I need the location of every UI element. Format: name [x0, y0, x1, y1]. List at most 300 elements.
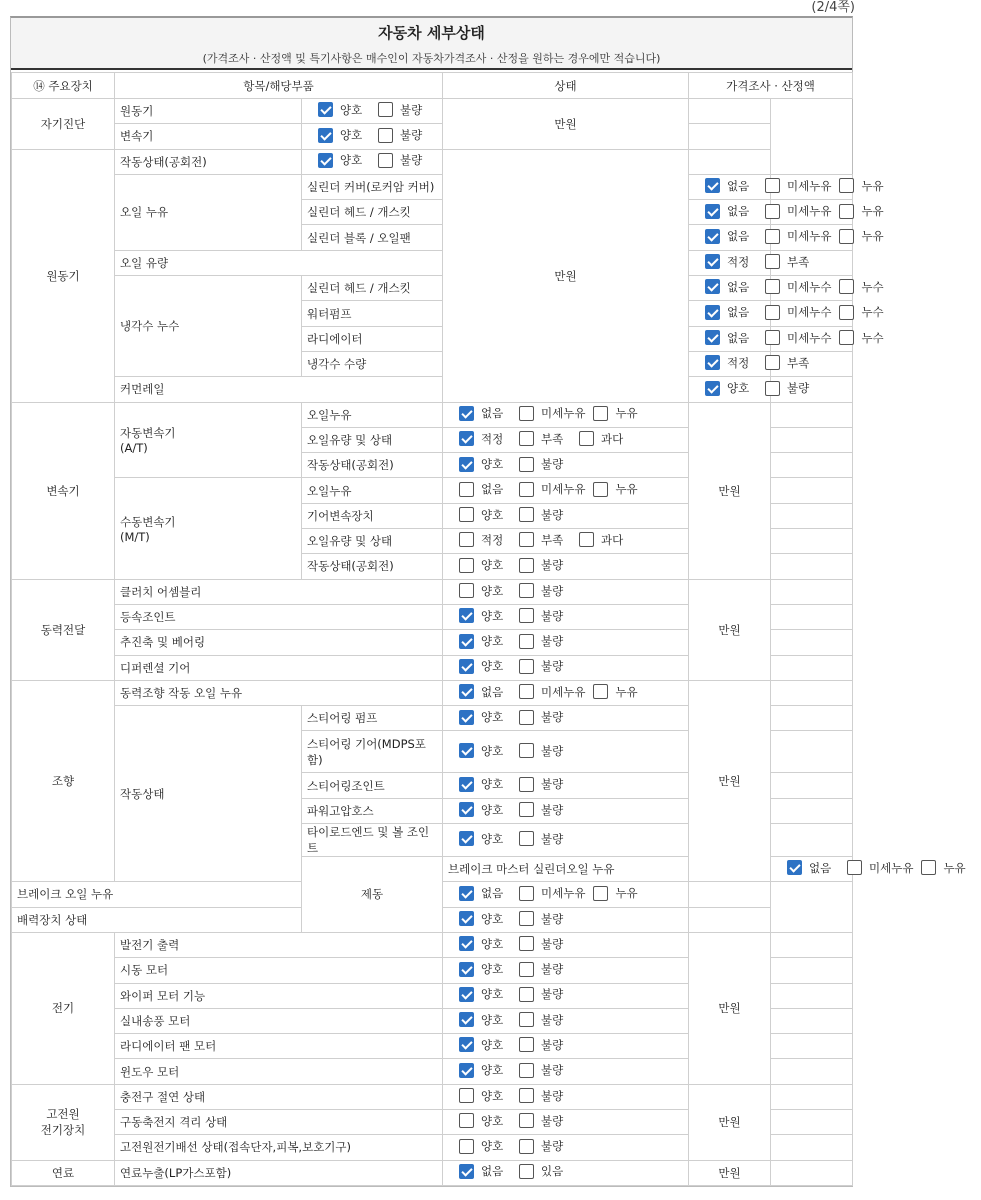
status-options [443, 427, 689, 452]
status-options [443, 579, 689, 604]
price-input-cell[interactable] [771, 604, 853, 629]
price-input-cell[interactable] [771, 402, 853, 427]
status-option[interactable] [765, 355, 817, 371]
status-options [443, 453, 689, 478]
status-option[interactable] [519, 831, 571, 847]
checkbox[interactable] [459, 987, 474, 1002]
status-option[interactable] [459, 633, 511, 649]
status-option[interactable] [705, 228, 757, 244]
checkbox[interactable] [765, 305, 780, 320]
status-option[interactable] [579, 532, 631, 548]
status-option[interactable] [519, 608, 571, 624]
checkbox[interactable] [765, 355, 780, 370]
option-label: 양호 [481, 962, 504, 977]
status-options [443, 882, 689, 907]
status-option[interactable] [519, 1163, 571, 1179]
status-option[interactable] [459, 709, 511, 725]
price-input-cell[interactable] [771, 579, 853, 604]
checkbox[interactable] [519, 558, 534, 573]
option-label: 양호 [481, 911, 504, 926]
price-input-cell[interactable] [771, 1084, 853, 1109]
status-option[interactable] [921, 860, 973, 876]
price-input-cell[interactable] [771, 731, 853, 773]
option-label: 미세누수 [787, 279, 832, 294]
price-input-cell[interactable] [771, 630, 853, 655]
checkbox[interactable] [519, 886, 534, 901]
status-option[interactable] [593, 405, 645, 421]
checkbox[interactable] [519, 962, 534, 977]
status-option[interactable] [519, 911, 571, 927]
checkbox[interactable] [705, 178, 720, 193]
price-input-cell[interactable] [771, 773, 853, 798]
option-label: 양호 [481, 659, 504, 674]
item-label: 실린더 블록 / 오일팬 [302, 225, 443, 250]
status-option[interactable] [519, 532, 571, 548]
status-option[interactable] [459, 1088, 511, 1104]
status-option[interactable] [519, 431, 571, 447]
status-option[interactable] [705, 203, 757, 219]
price-input-cell[interactable] [771, 932, 853, 957]
status-option[interactable] [459, 911, 511, 927]
status-option[interactable] [459, 831, 511, 847]
status-option[interactable] [839, 330, 891, 346]
status-option[interactable] [765, 279, 831, 295]
checkbox[interactable] [705, 305, 720, 320]
status-option[interactable] [459, 743, 511, 759]
option-label: 양호 [481, 743, 504, 758]
option-label: 불량 [541, 987, 564, 1002]
option-label: 양호 [481, 1113, 504, 1128]
status-options [443, 958, 689, 983]
checkbox[interactable] [519, 431, 534, 446]
checkbox[interactable] [593, 886, 608, 901]
group-label [115, 402, 302, 478]
option-label: 양호 [481, 777, 504, 792]
checkbox[interactable] [459, 802, 474, 817]
option-label: 불량 [541, 1063, 564, 1078]
cell-text-line: 연료 [51, 1165, 75, 1180]
status-option[interactable] [847, 860, 913, 876]
status-options [689, 377, 810, 402]
item-label: 시동 모터 [115, 958, 443, 983]
checkbox[interactable] [459, 1139, 474, 1154]
price-input-cell[interactable] [771, 1059, 853, 1084]
checkbox[interactable] [459, 507, 474, 522]
status-option[interactable] [459, 481, 511, 497]
checkbox[interactable] [839, 229, 854, 244]
option-label: 없음 [481, 482, 504, 497]
price-input-cell[interactable] [771, 1034, 853, 1059]
status-option[interactable] [519, 1088, 571, 1104]
item-label: 스티어링 기어(MDPS포함) [302, 731, 443, 773]
cell-text-line: 수동변속기 [120, 514, 176, 529]
status-option[interactable] [787, 860, 839, 876]
price-input-cell[interactable] [689, 907, 771, 932]
checkbox[interactable] [519, 608, 534, 623]
item-label: 커먼레일 [115, 377, 443, 402]
status-option[interactable] [519, 684, 585, 700]
checkbox[interactable] [519, 710, 534, 725]
option-label: 불량 [541, 1139, 564, 1154]
status-option[interactable] [705, 254, 757, 270]
status-option[interactable] [459, 936, 511, 952]
option-label: 미세누유 [541, 482, 586, 497]
status-option[interactable] [765, 178, 831, 194]
status-option[interactable] [459, 431, 511, 447]
checkbox[interactable] [765, 330, 780, 345]
status-option[interactable] [459, 776, 511, 792]
status-option[interactable] [378, 127, 430, 143]
item-label: 작동상태(공회전) [115, 149, 302, 174]
status-option[interactable] [459, 802, 511, 818]
status-option[interactable] [459, 583, 511, 599]
checkbox[interactable] [519, 532, 534, 547]
checkbox[interactable] [519, 802, 534, 817]
status-options [443, 798, 689, 823]
page-number: (2/4쪽) [811, 0, 855, 15]
status-options [771, 857, 966, 882]
option-label: 누유 [861, 178, 884, 193]
checkbox[interactable] [378, 102, 393, 117]
price-input-cell[interactable] [771, 1135, 853, 1160]
status-options [443, 983, 689, 1008]
checkbox[interactable] [459, 1063, 474, 1078]
status-option[interactable] [519, 802, 571, 818]
checkbox[interactable] [459, 831, 474, 846]
option-label: 불량 [541, 507, 564, 522]
status-option[interactable] [519, 633, 571, 649]
checkbox[interactable] [705, 279, 720, 294]
checkbox[interactable] [765, 254, 780, 269]
price-input-cell[interactable] [771, 655, 853, 680]
status-option[interactable] [459, 557, 511, 573]
checkbox[interactable] [787, 860, 802, 875]
status-option[interactable] [519, 885, 585, 901]
item-label: 브레이크 오일 누유 [12, 882, 302, 907]
checkbox[interactable] [519, 936, 534, 951]
category-cell [12, 932, 115, 1084]
checkbox[interactable] [839, 204, 854, 219]
item-label: 오일누유 [302, 478, 443, 503]
checkbox[interactable] [519, 1164, 534, 1179]
table-row [12, 124, 853, 149]
checkbox[interactable] [579, 532, 594, 547]
checkbox[interactable] [378, 128, 393, 143]
status-option[interactable] [765, 304, 831, 320]
checkbox[interactable] [519, 1113, 534, 1128]
status-option[interactable] [459, 608, 511, 624]
status-option[interactable] [705, 304, 757, 320]
status-options [443, 680, 689, 705]
status-option[interactable] [519, 456, 571, 472]
checkbox[interactable] [579, 431, 594, 446]
group-label [115, 174, 302, 250]
checkbox[interactable] [459, 684, 474, 699]
checkbox[interactable] [459, 482, 474, 497]
status-option[interactable] [705, 178, 757, 194]
status-option[interactable] [519, 961, 571, 977]
status-option[interactable] [459, 456, 511, 472]
checkbox[interactable] [519, 1063, 534, 1078]
status-option[interactable] [459, 1163, 511, 1179]
option-label: 불량 [541, 743, 564, 758]
option-label: 누수 [861, 305, 884, 320]
option-label: 불량 [541, 710, 564, 725]
price-input-cell[interactable] [771, 503, 853, 528]
checkbox[interactable] [519, 482, 534, 497]
checkbox[interactable] [459, 431, 474, 446]
status-option[interactable] [459, 1037, 511, 1053]
checkbox[interactable] [459, 1088, 474, 1103]
status-option[interactable] [459, 507, 511, 523]
checkbox[interactable] [459, 936, 474, 951]
status-option[interactable] [519, 1062, 571, 1078]
price-input-cell[interactable] [771, 1109, 853, 1134]
price-input-cell[interactable] [771, 706, 853, 731]
checkbox[interactable] [378, 153, 393, 168]
status-option[interactable] [519, 936, 571, 952]
checkbox[interactable] [459, 1037, 474, 1052]
status-options [443, 773, 689, 798]
status-option[interactable] [705, 380, 757, 396]
checkbox[interactable] [765, 204, 780, 219]
checkbox[interactable] [318, 102, 333, 117]
option-label: 없음 [481, 886, 504, 901]
checkbox[interactable] [459, 743, 474, 758]
checkbox[interactable] [519, 406, 534, 421]
item-label: 스티어링 펌프 [302, 706, 443, 731]
checkbox[interactable] [765, 381, 780, 396]
checkbox[interactable] [519, 1012, 534, 1027]
status-option[interactable] [519, 709, 571, 725]
checkbox[interactable] [519, 743, 534, 758]
status-options [302, 99, 443, 124]
checkbox[interactable] [765, 279, 780, 294]
status-option[interactable] [378, 152, 430, 168]
checkbox[interactable] [459, 911, 474, 926]
option-label: 누유 [615, 886, 638, 901]
checkbox[interactable] [459, 532, 474, 547]
status-option[interactable] [593, 684, 645, 700]
status-option[interactable] [519, 658, 571, 674]
checkbox[interactable] [459, 634, 474, 649]
checkbox[interactable] [519, 777, 534, 792]
checkbox[interactable] [519, 1037, 534, 1052]
checkbox[interactable] [459, 1164, 474, 1179]
status-option[interactable] [519, 1113, 571, 1129]
checkbox[interactable] [318, 128, 333, 143]
cell-text-line: (A/T) [120, 441, 148, 455]
price-input-cell[interactable] [771, 798, 853, 823]
item-label: 클러치 어셈블리 [115, 579, 443, 604]
checkbox[interactable] [459, 406, 474, 421]
status-options [689, 301, 884, 326]
checkbox[interactable] [459, 558, 474, 573]
status-options [689, 276, 884, 301]
checkbox[interactable] [519, 1088, 534, 1103]
option-label: 없음 [481, 406, 504, 421]
status-option[interactable] [318, 152, 370, 168]
checkbox[interactable] [839, 305, 854, 320]
price-input-cell[interactable] [689, 124, 771, 149]
checkbox[interactable] [519, 634, 534, 649]
option-label: 불량 [787, 381, 810, 396]
checkbox[interactable] [593, 482, 608, 497]
item-label: 라디에이터 [302, 326, 443, 351]
option-label: 불량 [541, 608, 564, 623]
price-unit-cell: 만원 [689, 680, 771, 881]
checkbox[interactable] [921, 860, 936, 875]
status-option[interactable] [839, 304, 891, 320]
status-option[interactable] [519, 1012, 571, 1028]
option-label: 불량 [541, 831, 564, 846]
status-option[interactable] [519, 583, 571, 599]
checkbox[interactable] [839, 178, 854, 193]
checkbox[interactable] [459, 583, 474, 598]
checkbox[interactable] [519, 684, 534, 699]
status-option[interactable] [318, 127, 370, 143]
item-label: 스티어링조인트 [302, 773, 443, 798]
status-option[interactable] [459, 658, 511, 674]
option-label: 불량 [400, 153, 423, 168]
checkbox[interactable] [519, 583, 534, 598]
status-option[interactable] [765, 228, 831, 244]
status-option[interactable] [839, 279, 891, 295]
checkbox[interactable] [459, 608, 474, 623]
status-options [443, 706, 689, 731]
cell-text-line: 냉각수 누수 [120, 319, 180, 334]
status-option[interactable] [519, 986, 571, 1002]
status-option[interactable] [459, 1012, 511, 1028]
status-option[interactable] [519, 1037, 571, 1053]
price-input-cell[interactable] [771, 554, 853, 579]
checkbox[interactable] [705, 254, 720, 269]
price-input-cell[interactable] [771, 427, 853, 452]
group-label [115, 706, 302, 882]
status-option[interactable] [593, 481, 645, 497]
checkbox[interactable] [839, 279, 854, 294]
checkbox[interactable] [459, 710, 474, 725]
option-label: 없음 [727, 178, 750, 193]
checkbox[interactable] [593, 684, 608, 699]
status-option[interactable] [593, 885, 645, 901]
cell-text-line: 작동상태 [120, 786, 165, 801]
checkbox[interactable] [519, 1139, 534, 1154]
price-input-cell[interactable] [771, 983, 853, 1008]
item-label: 추진축 및 베어링 [115, 630, 443, 655]
status-option[interactable] [705, 279, 757, 295]
option-label: 양호 [481, 634, 504, 649]
status-option[interactable] [459, 684, 511, 700]
checkbox[interactable] [705, 355, 720, 370]
status-option[interactable] [705, 330, 757, 346]
group-label [115, 478, 302, 579]
price-input-cell[interactable] [771, 1008, 853, 1033]
price-input-cell[interactable] [771, 958, 853, 983]
option-label: 없음 [727, 279, 750, 294]
status-option[interactable] [519, 481, 585, 497]
status-option[interactable] [519, 776, 571, 792]
status-option[interactable] [765, 330, 831, 346]
status-option[interactable] [459, 986, 511, 1002]
status-option[interactable] [765, 203, 831, 219]
status-option[interactable] [705, 355, 757, 371]
checkbox[interactable] [705, 229, 720, 244]
price-input-cell[interactable] [771, 529, 853, 554]
option-label: 불량 [541, 936, 564, 951]
checkbox[interactable] [705, 381, 720, 396]
status-option[interactable] [519, 557, 571, 573]
status-option[interactable] [519, 743, 571, 759]
checkbox[interactable] [318, 153, 333, 168]
status-option[interactable] [459, 1062, 511, 1078]
status-option[interactable] [519, 405, 585, 421]
price-input-cell[interactable] [771, 453, 853, 478]
status-option[interactable] [765, 380, 817, 396]
status-options [302, 124, 443, 149]
checkbox[interactable] [765, 178, 780, 193]
status-option[interactable] [459, 961, 511, 977]
option-label: 적정 [727, 355, 750, 370]
checkbox[interactable] [705, 330, 720, 345]
status-option[interactable] [459, 405, 511, 421]
price-input-cell[interactable] [771, 824, 853, 857]
checkbox[interactable] [839, 330, 854, 345]
category-cell [12, 1084, 115, 1160]
status-option[interactable] [765, 254, 817, 270]
status-option[interactable] [378, 102, 430, 118]
status-option[interactable] [839, 203, 891, 219]
status-option[interactable] [459, 532, 511, 548]
checkbox[interactable] [765, 229, 780, 244]
status-option[interactable] [579, 431, 631, 447]
checkbox[interactable] [519, 831, 534, 846]
checkbox[interactable] [459, 1113, 474, 1128]
checkbox[interactable] [519, 987, 534, 1002]
cell-text-line: 조향 [51, 774, 75, 789]
status-option[interactable] [459, 885, 511, 901]
checkbox[interactable] [459, 659, 474, 674]
price-input-cell[interactable] [771, 680, 853, 705]
price-input-cell[interactable] [771, 478, 853, 503]
status-option[interactable] [459, 1113, 511, 1129]
checkbox[interactable] [847, 860, 862, 875]
status-option[interactable] [839, 228, 891, 244]
checkbox[interactable] [519, 507, 534, 522]
status-option[interactable] [318, 102, 370, 118]
price-input-cell[interactable] [689, 882, 771, 907]
checkbox[interactable] [519, 457, 534, 472]
checkbox[interactable] [593, 406, 608, 421]
status-option[interactable] [519, 1138, 571, 1154]
option-label: 미세누유 [787, 229, 832, 244]
checkbox[interactable] [459, 457, 474, 472]
status-option[interactable] [519, 507, 571, 523]
price-input-cell[interactable] [689, 99, 771, 124]
checkbox[interactable] [459, 962, 474, 977]
checkbox[interactable] [459, 777, 474, 792]
checkbox[interactable] [459, 1012, 474, 1027]
checkbox[interactable] [459, 886, 474, 901]
price-input-cell[interactable] [771, 1160, 853, 1185]
checkbox[interactable] [519, 659, 534, 674]
checkbox[interactable] [705, 204, 720, 219]
price-input-cell[interactable] [689, 149, 771, 174]
item-label: 냉각수 수량 [302, 351, 443, 376]
status-option[interactable] [839, 178, 891, 194]
checkbox[interactable] [519, 911, 534, 926]
status-option[interactable] [459, 1138, 511, 1154]
